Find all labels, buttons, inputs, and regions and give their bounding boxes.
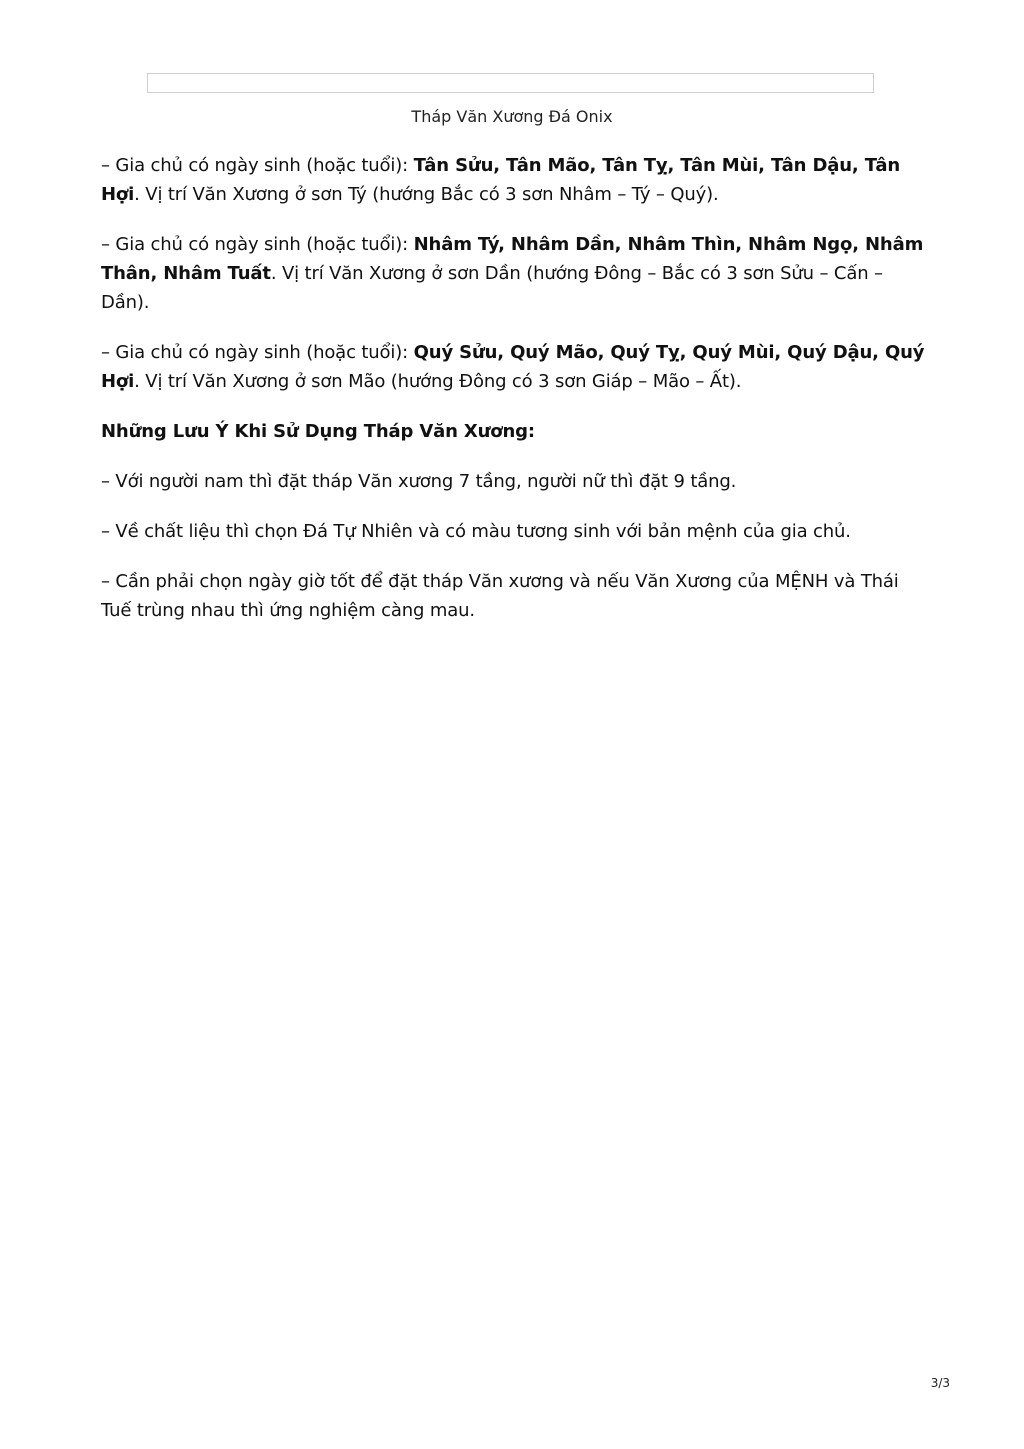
paragraph-suffix: . Vị trí Văn Xương ở sơn Tý (hướng Bắc có 3 sơn Nhâm – Tý – Quý). [134, 184, 719, 205]
paragraph-suffix: . Vị trí Văn Xương ở sơn Mão (hướng Đông có 3 sơn Giáp – Mão – Ất). [134, 371, 742, 392]
article-body [101, 151, 931, 646]
paragraph-prefix: – Gia chủ có ngày sinh (hoặc tuổi): [101, 234, 414, 255]
page-number: 3/3 [930, 1376, 950, 1390]
notes-heading: Những Lưu Ý Khi Sử Dụng Tháp Văn Xương: [101, 421, 535, 442]
paragraph-suffix: . Vị trí Văn Xương ở sơn Dần (hướng Đông – Bắc có 3 sơn Sửu – Cấn – Dần). [101, 263, 883, 313]
paragraph-bold-years: Quý Sửu, Quý Mão, Quý Tỵ, Quý Mùi, Quý Dậu, Quý Hợi [101, 342, 925, 392]
paragraph-prefix: – Gia chủ có ngày sinh (hoặc tuổi): [101, 342, 414, 363]
note-item: – Với người nam thì đặt tháp Văn xương 7 tầng, người nữ thì đặt 9 tầng. [101, 471, 737, 492]
paragraph-tan [101, 151, 931, 209]
paragraph-prefix: – Gia chủ có ngày sinh (hoặc tuổi): [101, 155, 414, 176]
paragraph-nham [101, 230, 931, 317]
note-item: – Về chất liệu thì chọn Đá Tự Nhiên và có màu tương sinh với bản mệnh của gia chủ. [101, 521, 851, 542]
paragraph-bold-years: Nhâm Tý, Nhâm Dần, Nhâm Thìn, Nhâm Ngọ, Nhâm Thân, Nhâm Tuất [101, 234, 924, 284]
note-item: – Cần phải chọn ngày giờ tốt để đặt tháp Văn xương và nếu Văn Xương của MỆNH và Thái Tuế trùng nhau thì ứng nghiệm càng mau. [101, 571, 899, 621]
paragraph-bold-years: Tân Sửu, Tân Mão, Tân Tỵ, Tân Mùi, Tân Dậu, Tân Hợi [101, 155, 901, 205]
paragraph-quy [101, 338, 931, 396]
figure-image-placeholder [147, 73, 874, 93]
figure-caption: Tháp Văn Xương Đá Onix [411, 107, 613, 126]
